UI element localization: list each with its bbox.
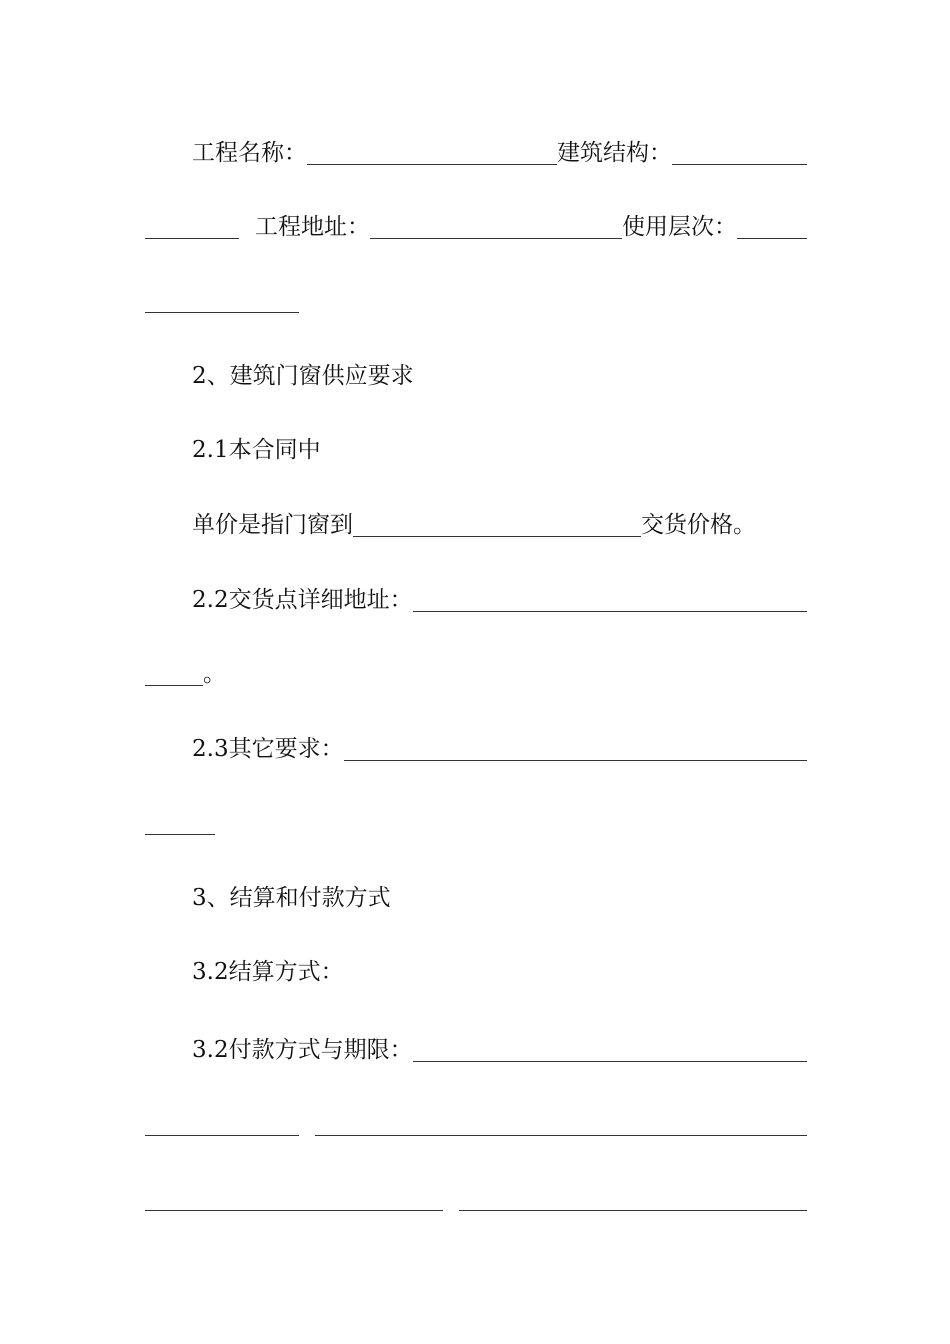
payment-cont-row-1 xyxy=(145,1109,807,1139)
project-address-label: 工程地址： xyxy=(255,214,370,240)
unit-price-suffix: 交货价格。 xyxy=(641,512,756,538)
building-structure-label: 建筑结构： xyxy=(557,140,672,166)
payment-blank-cont-2a[interactable] xyxy=(145,1188,443,1211)
unit-price-row xyxy=(145,510,807,540)
item-3-2-settlement-row xyxy=(145,957,807,987)
item-2-2-cont-row xyxy=(145,659,807,689)
building-structure-blank-cont[interactable] xyxy=(145,216,239,239)
payment-method-blank[interactable] xyxy=(413,1039,807,1062)
payment-cont-row-2 xyxy=(145,1184,807,1214)
project-address-row xyxy=(145,212,807,242)
payment-blank-cont-1a[interactable] xyxy=(145,1113,299,1136)
section-3-heading: 3、结算和付款方式 xyxy=(192,885,391,911)
delivery-place-blank[interactable] xyxy=(353,514,641,537)
item-2-3-cont-row xyxy=(145,808,807,838)
item-2-3-label: 2.3其它要求： xyxy=(192,736,344,762)
project-address-blank[interactable] xyxy=(370,216,622,239)
item-2-2-end: 。 xyxy=(203,661,226,687)
item-2-2-row xyxy=(145,585,807,615)
item-2-3-row xyxy=(145,734,807,764)
section-3-heading-row xyxy=(145,883,807,913)
usage-floors-label: 使用层次： xyxy=(622,214,737,240)
usage-floors-blank[interactable] xyxy=(737,216,807,239)
section-2-heading-row xyxy=(145,361,807,391)
payment-blank-cont-1b[interactable] xyxy=(315,1113,807,1136)
item-2-2-label: 2.2交货点详细地址： xyxy=(192,587,413,613)
project-name-row xyxy=(145,138,807,168)
settlement-method-label: 3.2结算方式： xyxy=(192,959,344,985)
usage-floors-blank-cont[interactable] xyxy=(145,290,299,313)
usage-floors-cont-row xyxy=(145,286,807,316)
payment-blank-cont-2b[interactable] xyxy=(459,1188,807,1211)
project-name-label: 工程名称： xyxy=(192,140,307,166)
unit-price-prefix: 单价是指门窗到 xyxy=(192,512,353,538)
delivery-address-blank-cont[interactable] xyxy=(145,663,203,686)
delivery-address-blank[interactable] xyxy=(413,589,807,612)
payment-method-label: 3.2付款方式与期限： xyxy=(192,1037,413,1063)
project-name-blank[interactable] xyxy=(307,142,557,165)
other-requirements-blank-cont[interactable] xyxy=(145,812,215,835)
item-3-2-payment-row xyxy=(145,1035,807,1065)
building-structure-blank[interactable] xyxy=(672,142,807,165)
section-2-heading: 2、建筑门窗供应要求 xyxy=(192,363,414,389)
item-2-1-text: 2.1本合同中 xyxy=(192,437,321,463)
other-requirements-blank[interactable] xyxy=(344,738,807,761)
item-2-1-row xyxy=(145,435,807,465)
